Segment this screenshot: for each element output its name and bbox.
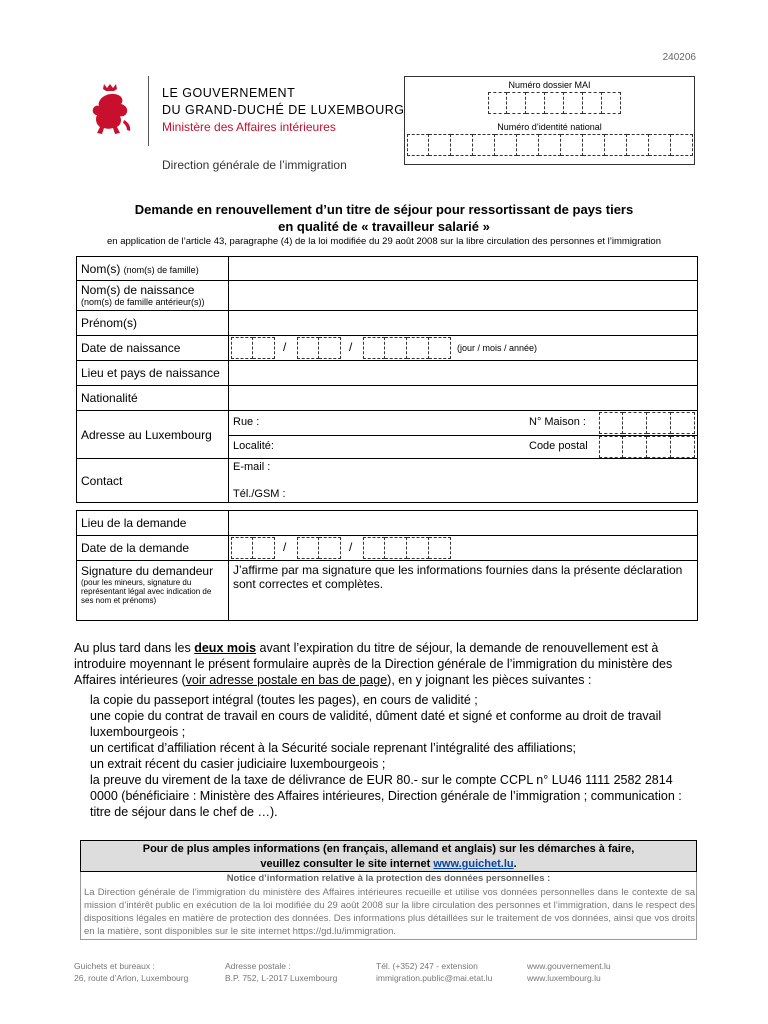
required-documents-list bbox=[90, 692, 700, 820]
row-lieu-naissance bbox=[77, 361, 698, 386]
list-item: un extrait récent du casier judiciaire luxembourgeois ; bbox=[90, 757, 386, 771]
request-month-input[interactable] bbox=[297, 537, 341, 559]
date-demande-field bbox=[229, 536, 698, 561]
maison-input[interactable] bbox=[599, 412, 695, 434]
row-prenom bbox=[77, 311, 698, 336]
national-id-field[interactable] bbox=[407, 134, 693, 156]
footer-websites bbox=[527, 960, 611, 984]
birth-day-input[interactable] bbox=[231, 337, 275, 359]
rue-label: Rue : bbox=[233, 416, 260, 428]
localite-row bbox=[229, 435, 697, 459]
adresse-field bbox=[229, 411, 698, 459]
lieu-demande-input[interactable] bbox=[229, 511, 698, 536]
nom-input[interactable] bbox=[229, 257, 698, 281]
more-info-line2: veuillez consulter le site internet bbox=[260, 858, 434, 870]
instructions-text: avant l’expiration du titre de séjour, la demande de renouvellement est à introduire moyennant le présent formulaire auprès de la Direction générale de l’immigration du ministère des Affaires intérieures ( bbox=[74, 641, 673, 687]
privacy-text: La Direction générale de l’immigration du ministère des Affaires intérieures recueille et utilise vos données personnelles dans le contexte de sa mission d’intérêt public en exécution de la loi modifiée du 29 août 2008 sur la libre circulation des personnes et l’immigration, dans le respect des dispositions légales en matière de protection des données. Des informations plus détaillées sur le traitement de vos données, ainsi que vos droits en la matière, sont disponibles sur le site internet https://gd.lu/immigration. bbox=[84, 887, 695, 937]
instructions-text: Au plus tard dans les bbox=[74, 641, 195, 655]
localite-label: Localité: bbox=[233, 440, 274, 452]
nom-naissance-label: Nom(s) de naissance bbox=[81, 282, 195, 297]
date-format-hint: (jour / mois / année) bbox=[457, 343, 538, 353]
footer-postal-address: B.P. 752, L-2017 Luxembourg bbox=[225, 973, 338, 983]
code-postal-label: Code postal bbox=[529, 440, 588, 452]
list-item: la copie du passeport intégral (toutes les pages), en cours de validité ; bbox=[90, 693, 478, 707]
ministry-name: Ministère des Affaires intérieures bbox=[162, 120, 336, 134]
form-title-line2: en qualité de « travailleur salarié » bbox=[278, 219, 490, 234]
lieu-naissance-input[interactable] bbox=[229, 361, 698, 386]
contact-label: Contact bbox=[77, 459, 229, 503]
row-nationalite bbox=[77, 386, 698, 411]
signature-hint: (pour les mineurs, signature du représentant légal avec indication de ses nom et prénoms) bbox=[81, 578, 212, 605]
list-item: la preuve du virement de la taxe de délivrance de EUR 80.- sur le compte CCPL n° LU46 1111 2582 2814 0000 (bénéficiaire : Ministère des Affaires intérieures, Direction générale de l’immigration ; communication : titre de séjour dans le chef de …). bbox=[90, 773, 682, 819]
date-separator: / bbox=[349, 340, 353, 354]
more-info-dot: . bbox=[513, 858, 517, 870]
request-year-input[interactable] bbox=[363, 537, 451, 559]
footer-offices bbox=[74, 960, 188, 984]
dossier-number-label: Numéro dossier MAI bbox=[508, 80, 591, 90]
postal-address-reference: voir adresse postale en bas de page bbox=[185, 673, 388, 687]
guichet-link[interactable]: www.guichet.lu bbox=[433, 858, 514, 870]
lieu-demande-label: Lieu de la demande bbox=[77, 511, 229, 536]
request-table bbox=[76, 510, 698, 621]
email-label: E-mail : bbox=[233, 461, 271, 473]
code-postal-input[interactable] bbox=[599, 436, 695, 458]
more-info-line1: Pour de plus amples informations (en français, allemand et anglais) sur les démarches à faire, bbox=[142, 843, 635, 855]
nationalite-label: Nationalité bbox=[77, 386, 229, 411]
government-name-line1: LE GOUVERNEMENT bbox=[162, 86, 296, 100]
direction-name: Direction générale de l’immigration bbox=[162, 158, 347, 172]
form-reference: 240206 bbox=[662, 52, 696, 63]
nom-naissance-hint: (nom(s) de famille antérieur(s)) bbox=[81, 296, 205, 307]
row-signature bbox=[77, 561, 698, 621]
footer-offices-address: 26, route d’Arlon, Luxembourg bbox=[74, 973, 189, 983]
nom-hint: (nom(s) de famille) bbox=[123, 264, 199, 275]
row-contact bbox=[77, 459, 698, 503]
row-lieu-demande bbox=[77, 511, 698, 536]
dossier-number-field[interactable] bbox=[488, 92, 621, 114]
nationalite-input[interactable] bbox=[229, 386, 698, 411]
footer-offices-label: Guichets et bureaux : bbox=[74, 961, 155, 971]
request-day-input[interactable] bbox=[231, 537, 275, 559]
form-subtitle: en application de l’article 43, paragraphe (4) de la loi modifiée du 29 août 2008 sur la libre circulation des personnes et l’immigration bbox=[107, 236, 661, 247]
footer-website-gouvernement[interactable]: www.gouvernement.lu bbox=[527, 961, 611, 971]
tel-label: Tél./GSM : bbox=[233, 488, 286, 500]
rue-row bbox=[229, 411, 697, 436]
national-id-label: Numéro d’identité national bbox=[497, 122, 602, 132]
nom-naissance-input[interactable] bbox=[229, 281, 698, 311]
birth-year-input[interactable] bbox=[363, 337, 451, 359]
form-title-line1: Demande en renouvellement d’un titre de séjour pour ressortissant de pays tiers bbox=[134, 202, 634, 217]
date-separator: / bbox=[283, 340, 287, 354]
prenom-label: Prénom(s) bbox=[77, 311, 229, 336]
footer-postal-label: Adresse postale : bbox=[225, 961, 291, 971]
birth-month-input[interactable] bbox=[297, 337, 341, 359]
more-info-box bbox=[80, 840, 697, 872]
nom-label: Nom(s) bbox=[81, 261, 121, 276]
date-naissance-field bbox=[229, 336, 698, 361]
contact-field bbox=[229, 459, 698, 503]
row-date-naissance bbox=[77, 336, 698, 361]
date-separator: / bbox=[349, 540, 353, 554]
instructions-text: ), en y joignant les pièces suivantes : bbox=[387, 673, 592, 687]
list-item: une copie du contrat de travail en cours de validité, dûment daté et signé et conforme au droit de travail luxembourgeois ; bbox=[90, 709, 662, 739]
adresse-label: Adresse au Luxembourg bbox=[77, 411, 229, 459]
footer-website-luxembourg[interactable]: www.luxembourg.lu bbox=[527, 973, 601, 983]
header-divider bbox=[148, 76, 149, 146]
date-naissance-label: Date de naissance bbox=[77, 336, 229, 361]
deadline-emphasis: deux mois bbox=[194, 641, 257, 655]
row-nom-naissance bbox=[77, 281, 698, 311]
signature-field[interactable] bbox=[229, 561, 698, 621]
footer-phone: Tél. (+352) 247 - extension bbox=[376, 961, 478, 971]
date-separator: / bbox=[283, 540, 287, 554]
footer-contact bbox=[376, 960, 492, 984]
prenom-input[interactable] bbox=[229, 311, 698, 336]
row-date-demande bbox=[77, 536, 698, 561]
signature-label: Signature du demandeur bbox=[81, 564, 214, 578]
lieu-naissance-label: Lieu et pays de naissance bbox=[77, 361, 229, 386]
date-demande-label: Date de la demande bbox=[77, 536, 229, 561]
privacy-title: Notice d’information relative à la protection des données personnelles : bbox=[226, 873, 551, 884]
list-item: un certificat d’affiliation récent à la Sécurité sociale reprenant l’intégralité des affiliations; bbox=[90, 741, 576, 755]
row-nom bbox=[77, 257, 698, 281]
lion-crest-icon bbox=[86, 80, 136, 140]
row-adresse bbox=[77, 411, 698, 459]
government-name-line2: DU GRAND-DUCHÉ DE LUXEMBOURG bbox=[162, 103, 405, 117]
footer-postal bbox=[225, 960, 337, 984]
signature-statement: J’affirme par ma signature que les informations fournies dans la présente déclaration sont correctes et complètes. bbox=[233, 563, 683, 591]
maison-label: N° Maison : bbox=[529, 416, 586, 428]
instructions-paragraph bbox=[74, 640, 696, 688]
applicant-table bbox=[76, 256, 698, 503]
footer-email[interactable]: immigration.public@mai.etat.lu bbox=[376, 973, 493, 983]
